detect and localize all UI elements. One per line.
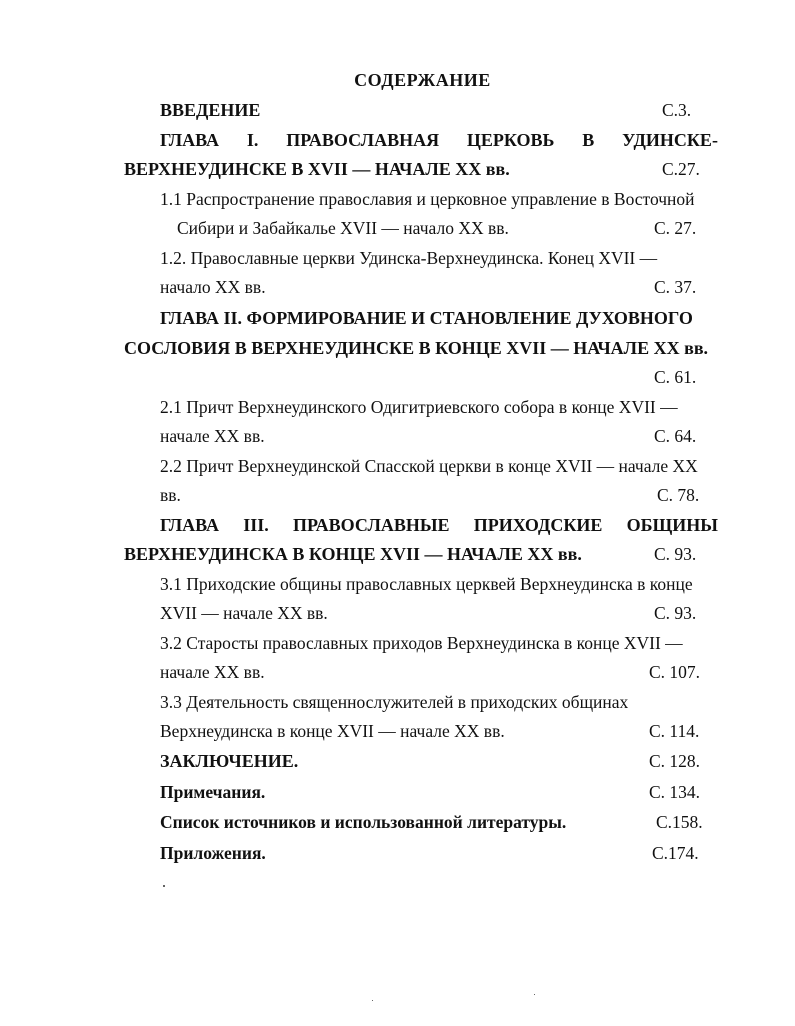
toc-ch2-line2: СОСЛОВИЯ В ВЕРХНЕУДИНСКЕ В КОНЦЕ XVII — НАЧАЛЕ XX вв. bbox=[124, 338, 709, 358]
toc-conclusion-page: С. 128. bbox=[649, 751, 701, 771]
toc-notes-label: Примечания. bbox=[160, 782, 266, 802]
toc-s3-3-line2: Верхнеудинска в конце XVII — начале XX вв. bbox=[160, 721, 505, 741]
scan-speck bbox=[372, 1000, 373, 1001]
toc-s1-1-line1: 1.1 Распространение православия и церковное управление в Восточной bbox=[160, 189, 695, 209]
toc-ch2-line1: ГЛАВА II. ФОРМИРОВАНИЕ И СТАНОВЛЕНИЕ ДУХОВНОГО bbox=[160, 308, 693, 328]
toc-ch3-word: ОБЩИНЫ bbox=[626, 515, 718, 535]
toc-s3-1-page: С. 93. bbox=[654, 603, 697, 623]
toc-ch3-word: III. bbox=[243, 515, 269, 535]
toc-s3-2-page: С. 107. bbox=[649, 662, 701, 682]
toc-conclusion-label: ЗАКЛЮЧЕНИЕ. bbox=[160, 751, 299, 771]
toc-ch1-word: I. bbox=[246, 130, 259, 150]
toc-s2-2-line1: 2.2 Причт Верхнеудинской Спасской церкви в конце XVII — начале XX bbox=[160, 456, 698, 476]
toc-s2-1-line2: начале XX вв. bbox=[160, 426, 265, 446]
toc-intro-label: ВВЕДЕНИЕ bbox=[160, 100, 261, 120]
toc-s1-2-line1: 1.2. Православные церкви Удинска-Верхнеудинска. Конец XVII — bbox=[160, 248, 658, 268]
toc-s3-3-line1: 3.3 Деятельность священнослужителей в приходских общинах bbox=[160, 692, 629, 712]
toc-appendix-page: С.174. bbox=[652, 843, 699, 863]
toc-ch3-word: ГЛАВА bbox=[160, 515, 220, 535]
toc-ch3-line1 bbox=[160, 514, 718, 536]
scan-speck bbox=[163, 885, 165, 887]
toc-s3-2-line2: начале XX вв. bbox=[160, 662, 265, 682]
toc-sources-page: С.158. bbox=[656, 812, 703, 832]
toc-s1-2-page: С. 37. bbox=[654, 277, 697, 297]
toc-intro-page: С.3. bbox=[662, 100, 692, 120]
toc-s2-2-page: С. 78. bbox=[657, 485, 700, 505]
toc-s2-1-page: С. 64. bbox=[654, 426, 697, 446]
toc-s1-1-page: С. 27. bbox=[654, 218, 697, 238]
toc-ch3-word: ПРАВОСЛАВНЫЕ bbox=[292, 515, 450, 535]
toc-ch1-word: ПРАВОСЛАВНАЯ bbox=[286, 130, 440, 150]
toc-sources-label: Список источников и использованной литературы. bbox=[160, 812, 567, 832]
toc-s3-1-line2: XVII — начале XX вв. bbox=[160, 603, 328, 623]
toc-notes-page: С. 134. bbox=[649, 782, 701, 802]
toc-ch3-page: С. 93. bbox=[654, 544, 697, 564]
toc-s1-1-line2: Сибири и Забайкалье XVII — начало XX вв. bbox=[177, 218, 509, 238]
toc-ch2-page: С. 61. bbox=[654, 367, 697, 387]
toc-ch1-word: ЦЕРКОВЬ bbox=[466, 130, 555, 150]
toc-ch1-word: В bbox=[582, 130, 595, 150]
toc-ch1-word: УДИНСКЕ- bbox=[622, 130, 718, 150]
toc-s2-2-line2: вв. bbox=[160, 485, 181, 505]
toc-s3-2-line1: 3.2 Старосты православных приходов Верхнеудинска в конце XVII — bbox=[160, 633, 683, 653]
toc-s3-1-line1: 3.1 Приходские общины православных церквей Верхнеудинска в конце bbox=[160, 574, 693, 594]
toc-ch3-word: ПРИХОДСКИЕ bbox=[473, 515, 603, 535]
toc-ch1-line2: ВЕРХНЕУДИНСКЕ В XVII — НАЧАЛЕ XX вв. bbox=[124, 159, 510, 179]
toc-s1-2-line2: начало XX вв. bbox=[160, 277, 266, 297]
toc-ch1-page: С.27. bbox=[662, 159, 700, 179]
page-title: СОДЕРЖАНИЕ bbox=[354, 70, 491, 90]
toc-appendix-label: Приложения. bbox=[160, 843, 266, 863]
scan-speck bbox=[534, 994, 535, 995]
toc-ch1-word: ГЛАВА bbox=[160, 130, 220, 150]
toc-ch1-line1 bbox=[160, 129, 718, 151]
toc-s3-3-page: С. 114. bbox=[649, 721, 700, 741]
toc-ch3-line2: ВЕРХНЕУДИНСКА В КОНЦЕ XVII — НАЧАЛЕ XX вв. bbox=[124, 544, 582, 564]
toc-s2-1-line1: 2.1 Причт Верхнеудинского Одигитриевского собора в конце XVII — bbox=[160, 397, 678, 417]
